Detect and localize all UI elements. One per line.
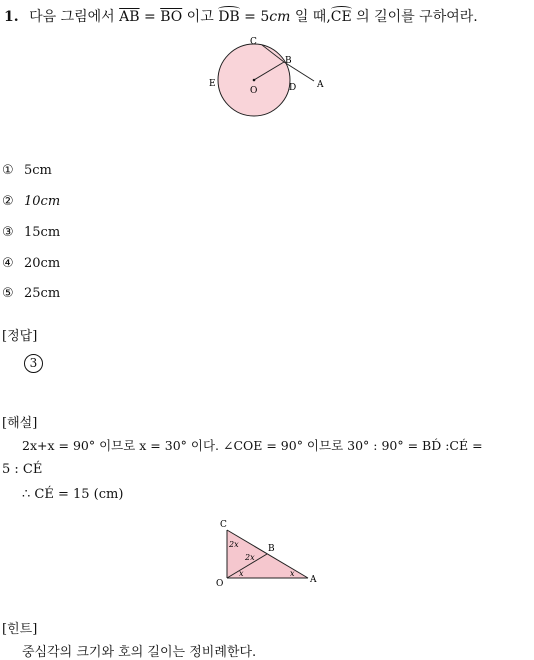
label-o: O — [250, 86, 258, 96]
label-e: E — [209, 79, 216, 89]
point-o — [253, 79, 256, 82]
label-b2: B — [268, 544, 275, 554]
choice-2-text: 10cm — [24, 194, 61, 209]
choice-5-number: ⑤ — [2, 286, 14, 301]
label-c2: C — [220, 520, 227, 530]
question-post: 의 길이를 구하여라. — [356, 9, 478, 25]
choice-2-number: ② — [2, 194, 14, 209]
answer-value: 3 — [24, 354, 43, 373]
choice-1[interactable] — [2, 162, 52, 180]
db-length: = 5 — [244, 9, 270, 25]
choice-4-text: 20cm — [24, 256, 61, 271]
triangle-figure — [212, 516, 322, 590]
arc-ce: CE — [330, 9, 352, 25]
hint-header: [힌트] — [2, 622, 38, 637]
question-mid1: 이고 — [186, 9, 214, 25]
explanation-line-1: 2x+x = 90° 이므로 x = 30° 이다. ∠COE = 90° 이므로 30° : 90° = BD́ :CÉ = — [22, 438, 483, 453]
label-a2: A — [310, 575, 317, 585]
hint-text: 중심각의 크기와 호의 길이는 정비례한다. — [22, 645, 257, 660]
choice-2[interactable] — [2, 193, 60, 211]
choice-1-text: 5cm — [24, 163, 52, 178]
choice-5[interactable] — [2, 285, 60, 303]
explanation-line-3: ∴ CÉ = 15 (cm) — [22, 487, 124, 502]
label-c: C — [250, 37, 257, 47]
answer-header: [정답] — [2, 329, 38, 344]
angle-2x-top: 2x — [229, 540, 239, 549]
choice-3[interactable] — [2, 224, 60, 242]
label-o2: O — [216, 579, 224, 589]
choice-3-number: ③ — [2, 225, 14, 240]
question-number: 1. — [4, 9, 19, 25]
circle-figure — [200, 32, 340, 152]
unit-cm: cm — [269, 9, 291, 25]
label-a: A — [317, 80, 324, 90]
angle-2x-mid: 2x — [245, 553, 255, 562]
choice-4-number: ④ — [2, 256, 14, 271]
choice-4[interactable] — [2, 255, 60, 273]
segment-ab: $\overline{AB}$ — [119, 9, 140, 25]
equals-sign: = — [144, 9, 156, 25]
question-line — [4, 6, 478, 26]
question-pre: 다음 그림에서 — [29, 9, 115, 25]
choice-5-text: 25cm — [24, 286, 61, 301]
angle-x-o: x — [239, 569, 244, 578]
label-b: B — [285, 56, 292, 66]
question-mid2: 일 때, — [294, 9, 331, 25]
explanation-header: [해설] — [2, 416, 38, 431]
choice-3-text: 15cm — [24, 225, 61, 240]
choice-1-number: ① — [2, 163, 14, 178]
label-d: D — [289, 83, 297, 93]
arc-db: DB — [218, 9, 240, 25]
explanation-line-2: 5 : CÉ — [2, 462, 43, 477]
angle-x-a: x — [290, 569, 295, 578]
segment-bo: $\overline{BO}$ — [160, 9, 183, 25]
